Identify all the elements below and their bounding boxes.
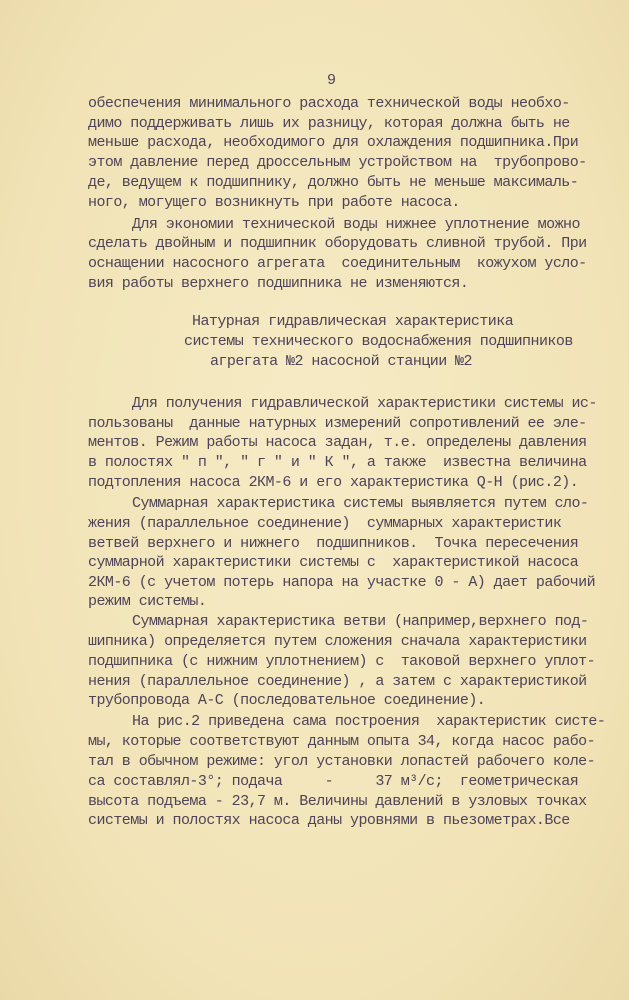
text-line: подшипника (с нижним уплотнением) с таковой верхнего уплот-	[88, 653, 596, 670]
text-line: режим системы.	[88, 593, 207, 610]
text-line: сделать двойным и подшипник оборудовать сливной трубой. При	[88, 235, 587, 252]
page-number: 9	[327, 72, 337, 89]
text-line: меньше расхода, необходимого для охлаждения подшипника.При	[88, 134, 579, 151]
text-line: де, ведущем к подшипнику, должно быть не меньше максималь-	[88, 174, 579, 191]
heading-line: Натурная гидравлическая характеристика	[192, 313, 514, 330]
text-line: жения (параллельное соединение) суммарных характеристик	[88, 515, 562, 532]
text-line: димо поддерживать лишь их разницу, которая должна быть не	[88, 115, 570, 132]
text-line: Для экономии технической воды нижнее уплотнение можно	[132, 216, 580, 233]
text-line: трубопровода А-С (последовательное соединение).	[88, 692, 486, 709]
text-line: пользованы данные натурных измерений сопротивлений ее эле-	[88, 415, 587, 432]
text-line: высота подъема - 23,7 м. Величины давлений в узловых точках	[88, 793, 587, 810]
text-line: ментов. Режим работы насоса задан, т.е. определены давления	[88, 434, 587, 451]
text-line: системы и полостях насоса даны уровнями в пьезометрах.Все	[88, 812, 570, 829]
text-line: тал в обычном режиме: угол установки лопастей рабочего коле-	[88, 753, 596, 770]
text-line: Суммарная характеристика системы выявляется путем сло-	[132, 495, 589, 512]
text-line: шипника) определяется путем сложения сначала характеристики	[88, 633, 587, 650]
text-line: в полостях " п ", " г " и " К ", а также известна величина	[88, 454, 587, 471]
text-line: На рис.2 приведена сама построения характеристик систе-	[132, 713, 606, 730]
text-line: вия работы верхнего подшипника не изменяются.	[88, 275, 469, 292]
text-line: обеспечения минимального расхода технической воды необхо-	[88, 95, 570, 112]
text-line: Для получения гидравлической характеристики системы ис-	[132, 395, 597, 412]
text-line: са составлял-3°; подача - 37 м³/с; геометрическая	[88, 773, 579, 790]
text-line: Суммарная характеристика ветви (например,верхнего под-	[132, 613, 589, 630]
heading-line: агрегата №2 насосной станции №2	[210, 353, 472, 370]
text-line: подтопления насоса 2КМ-6 и его характеристика Q-H (рис.2).	[88, 474, 579, 491]
text-line: ного, могущего возникнуть при работе насоса.	[88, 194, 460, 211]
text-line: 2КМ-6 (с учетом потерь напора на участке 0 - А) дает рабочий	[88, 574, 596, 591]
text-line: суммарной характеристики системы с характеристикой насоса	[88, 554, 579, 571]
text-line: этом давление перед дроссельным устройством на трубопрово-	[88, 154, 587, 171]
text-line: мы, которые соответствуют данным опыта 34, когда насос рабо-	[88, 733, 596, 750]
text-line: оснащении насосного агрегата соединительным кожухом усло-	[88, 255, 587, 272]
text-line: ветвей верхнего и нижнего подшипников. Точка пересечения	[88, 535, 579, 552]
heading-line: системы технического водоснабжения подшипников	[184, 333, 573, 350]
text-line: нения (параллельное соединение) , а затем с характеристикой	[88, 673, 587, 690]
